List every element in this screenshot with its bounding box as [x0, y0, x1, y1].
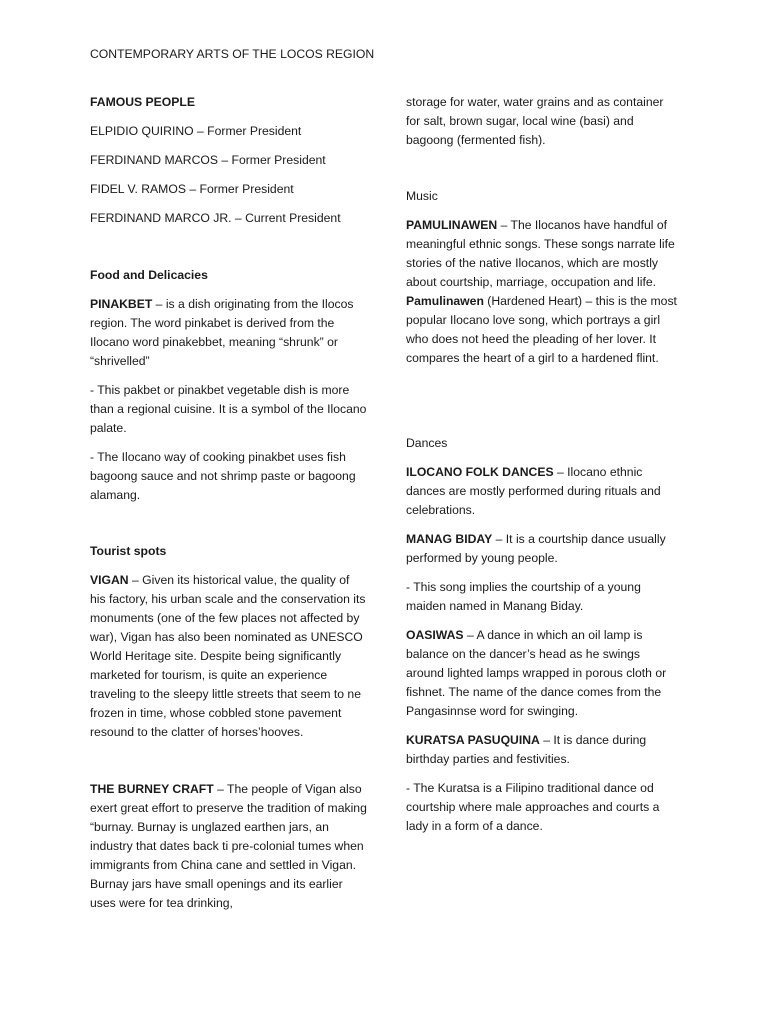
oasiwas-text: – A dance in which an oil lamp is balance on the dancer’s head as he swings around lighted lamps wrapped in porous cloth or fishnet. The name of the dance comes from the Pangasinnse word for swinging.	[406, 628, 667, 718]
vigan-term: VIGAN	[90, 573, 129, 587]
right-column	[406, 93, 678, 846]
spacer	[406, 160, 678, 187]
vigan-paragraph	[90, 571, 368, 742]
spacer	[90, 515, 368, 542]
dances-heading: Dances	[406, 436, 448, 450]
folk-dances-text: – Ilocano ethnic dances are mostly performed during rituals and celebrations.	[406, 465, 661, 517]
pinakbet-paragraph	[90, 295, 368, 371]
burney-term: THE BURNEY CRAFT	[90, 782, 214, 796]
famous-person-3: FIDEL V. RAMOS – Former President	[90, 182, 294, 196]
pamulinawen-term-2: Pamulinawen	[406, 294, 484, 308]
pamulinawen-term: PAMULINAWEN	[406, 218, 498, 232]
kuratsa-text: – It is dance during birthday parties and festivities.	[406, 733, 647, 766]
folk-dances-term: ILOCANO FOLK DANCES	[406, 465, 554, 479]
pamulinawen-text-1: – The Ilocanos have handful of meaningful ethnic songs. These songs narrate life stories of the native Ilocanos, which are mostly about courtship, marriage, occupation and life.	[406, 218, 675, 289]
kuratsa-term: KURATSA PASUQUINA	[406, 733, 540, 747]
famous-person-4: FERDINAND MARCO JR. – Current President	[90, 211, 341, 225]
manag-biday-note: - This song implies the courtship of a young maiden named in Manang Biday.	[406, 580, 641, 613]
pinakbet-note-1: - This pakbet or pinakbet vegetable dish is more than a regional cuisine. It is a symbol of the Ilocano palate.	[90, 383, 367, 435]
kuratsa-note: - The Kuratsa is a Filipino traditional dance od courtship where male approaches and courts a lady in a form of a dance.	[406, 781, 660, 833]
vigan-text: – Given its historical value, the quality of his factory, his urban scale and the conservation its monuments (one of the few places not affected by war), Vigan has also been nominated as UNESCO World Heritage site. Despite being significantly marketed for tourism, is quite an experience traveling to the sleepy little streets that seem to ne frozen in time, whose cobbled stone pavement resound to the clatter of horses’hooves.	[90, 573, 366, 739]
music-heading: Music	[406, 189, 438, 203]
page-title: CONTEMPORARY ARTS OF THE LOCOS REGION	[90, 47, 375, 61]
manag-biday-paragraph	[406, 530, 678, 568]
pinakbet-term: PINAKBET	[90, 297, 153, 311]
pamulinawen-paragraph	[406, 216, 678, 368]
oasiwas-term: OASIWAS	[406, 628, 464, 642]
pinakbet-note-2: - The Ilocano way of cooking pinakbet uses fish bagoong sauce and not shrimp paste or bagoong alamang.	[90, 450, 356, 502]
spacer	[406, 378, 678, 434]
burney-text: – The people of Vigan also exert great effort to preserve the tradition of making “burnay. Burnay is unglazed earthen jars, an industry that dates back ti pre-colonial tumes when immigrants from China cane and settled in Vigan. Burnay jars have small openings and its earlier uses were for tea drinking,	[90, 782, 367, 910]
famous-person-1: ELPIDIO QUIRINO – Former President	[90, 124, 302, 138]
burney-paragraph	[90, 780, 368, 913]
manag-biday-text: – It is a courtship dance usually performed by young people.	[406, 532, 666, 565]
burney-continuation: storage for water, water grains and as container for salt, brown sugar, local wine (basi) and bagoong (fermented fish).	[406, 95, 664, 147]
pamulinawen-text-2: (Hardened Heart) – this is the most popular Ilocano love song, which portrays a girl who does not heed the pleading of her lover. It compares the heart of a girl to a hardened flint.	[406, 294, 677, 365]
tourist-heading: Tourist spots	[90, 544, 167, 558]
famous-person-2: FERDINAND MARCOS – Former President	[90, 153, 326, 167]
folk-dances-paragraph	[406, 463, 678, 520]
manag-biday-term: MANAG BIDAY	[406, 532, 493, 546]
food-heading: Food and Delicacies	[90, 268, 208, 282]
oasiwas-paragraph	[406, 626, 678, 721]
pinakbet-text: – is a dish originating from the Ilocos region. The word pinkabet is derived from the Ilocano word pinakebbet, meaning “shrunk” or “shrivelled”	[90, 297, 354, 368]
kuratsa-paragraph	[406, 731, 678, 769]
left-column	[90, 93, 368, 923]
famous-people-heading: FAMOUS PEOPLE	[90, 95, 195, 109]
spacer	[90, 752, 368, 780]
spacer	[90, 238, 368, 266]
